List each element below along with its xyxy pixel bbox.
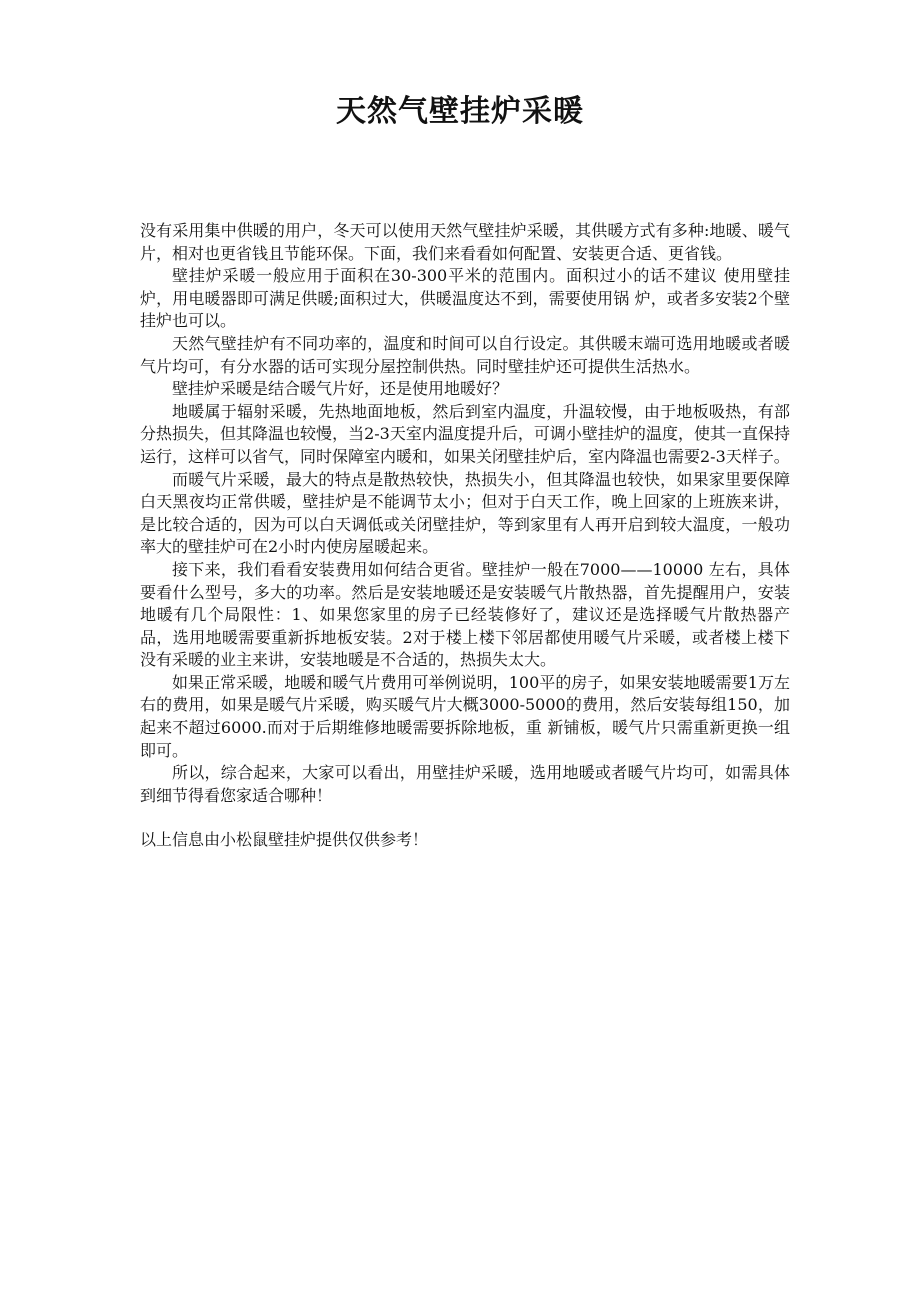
paragraph-conclusion: 所以，综合起来，大家可以看出，用壁挂炉采暖，选用地暖或者暖气片均可，如需具体到细节得看您家适合哪种！ — [140, 763, 790, 805]
paragraph-floor-heating: 地暖属于辐射采暖，先热地面地板，然后到室内温度，升温较慢，由于地板吸热，有部分热损失，但其降温也较慢，当2-3天室内温度提升后，可调小壁挂炉的温度，使其一直保持运行，这样可以省气，同时保障室内暖和，如果关闭壁挂炉后，室内降温也需要2-3天样子。 — [140, 401, 790, 466]
paragraph-area-range: 壁挂炉采暖一般应用于面积在30-300平米的范围内。面积过小的话不建议 使用壁挂炉，用电暖器即可满足供暖;面积过大，供暖温度达不到，需要使用锅 炉，或者多安装2个壁挂炉也可以。 — [140, 266, 790, 331]
document-title: 天然气壁挂炉采暖 — [336, 94, 584, 129]
footer-note: 以上信息由小松鼠壁挂炉提供仅供参考！ — [140, 830, 429, 850]
document-body — [140, 220, 790, 852]
paragraph-radiator: 而暖气片采暖，最大的特点是散热较快，热损失小，但其降温也较快，如果家里要保障白天黑夜均正常供暖，壁挂炉是不能调节太小；但对于白天工作，晚上回家的上班族来讲，是比较合适的，因为可以白天调低或关闭壁挂炉，等到家里有人再开启到较大温度，一般功率大的壁挂炉可在2小时内使房屋暖起来。 — [140, 469, 790, 557]
paragraph-cost-example: 如果正常采暖，地暖和暖气片费用可举例说明，100平的房子，如果安装地暖需要1万左右的费用，如果是暖气片采暖，购买暖气片大概3000-5000的费用，然后安装每组150，加起来不超过6000.而对于后期维修地暖需要拆除地板，重 新铺板，暖气片只需重新更换一组即可。 — [140, 672, 790, 760]
paragraph-intro: 没有采用集中供暖的用户，冬天可以使用天然气壁挂炉采暖，其供暖方式有多种:地暖、暖气片，相对也更省钱且节能环保。下面，我们来看看如何配置、安装更合适、更省钱。 — [140, 221, 790, 263]
paragraph-power-settings: 天然气壁挂炉有不同功率的，温度和时间可以自行设定。其供暖末端可选用地暖或者暖气片均可，有分水器的话可实现分屋控制供热。同时壁挂炉还可提供生活热水。 — [140, 333, 790, 376]
paragraph-question: 壁挂炉采暖是结合暖气片好，还是使用地暖好？ — [172, 379, 509, 399]
paragraph-installation-cost: 接下来，我们看看安装费用如何结合更省。壁挂炉一般在7000——10000 左右，具体要看什么型号，多大的功率。然后是安装地暖还是安装暖气片散热器，首先提醒用户，安装地暖有几个局限性：1、如果您家里的房子已经装修好了，建议还是选择暖气片散热器产品，选用地暖需要重新拆地板安装。2对于楼上楼下邻居都使用暖气片采暖，或者楼上楼下没有采暖的业主来讲，安装地暖是不合适的，热损失太大。 — [140, 559, 790, 670]
